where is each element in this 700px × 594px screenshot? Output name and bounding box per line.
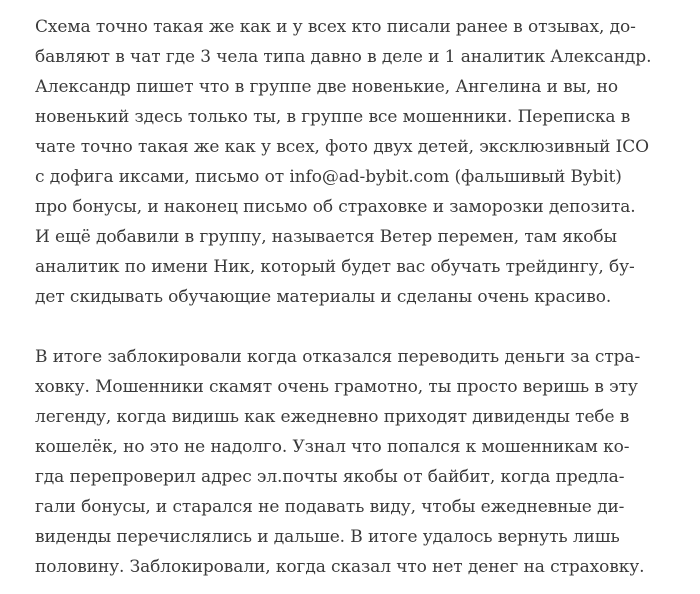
text-line: новенький здесь только ты, в группе все мошенники. Переписка в bbox=[35, 107, 631, 127]
text-line: В итоге заблокировали когда отказался переводить деньги за стра- bbox=[35, 347, 641, 367]
text-line: Схема точно такая же как и у всех кто писали ранее в отзывах, до- bbox=[35, 17, 636, 37]
text-line: аналитик по имени Ник, который будет вас обучать трейдингу, бу- bbox=[35, 257, 635, 277]
text-line: гали бонусы, и старался не подавать виду, чтобы ежедневные ди- bbox=[35, 497, 625, 517]
text-line: дет скидывать обучающие материалы и сделаны очень красиво. bbox=[35, 287, 612, 307]
text-line: половину. Заблокировали, когда сказал что нет денег на страховку. bbox=[35, 557, 645, 577]
text-line: Александр пишет что в группе две новенькие, Ангелина и вы, но bbox=[35, 77, 618, 97]
text-line: бавляют в чат где 3 чела типа давно в деле и 1 аналитик Александр. bbox=[35, 47, 652, 67]
text-line: И ещё добавили в группу, называется Ветер перемен, там якобы bbox=[35, 227, 617, 247]
text-line: гда перепроверил адрес эл.почты якобы от байбит, когда предла- bbox=[35, 467, 625, 487]
text-line: виденды перечислялись и дальше. В итоге удалось вернуть лишь bbox=[35, 527, 620, 547]
review-paragraph-1 bbox=[35, 12, 675, 312]
text-line: про бонусы, и наконец письмо об страховке и заморозки депозита. bbox=[35, 197, 636, 217]
text-line: с дофига иксами, письмо от info@ad-bybit.com (фальшивый Bybit) bbox=[35, 167, 622, 187]
review-text bbox=[35, 12, 675, 582]
text-line: чате точно такая же как у всех, фото двух детей, эксклюзивный ICO bbox=[35, 137, 649, 157]
text-line: легенду, когда видишь как ежедневно приходят дивиденды тебе в bbox=[35, 407, 630, 427]
text-line: ховку. Мошенники скамят очень грамотно, ты просто веришь в эту bbox=[35, 377, 638, 397]
review-paragraph-2 bbox=[35, 342, 675, 582]
text-line: кошелёк, но это не надолго. Узнал что попался к мошенникам ко- bbox=[35, 437, 630, 457]
